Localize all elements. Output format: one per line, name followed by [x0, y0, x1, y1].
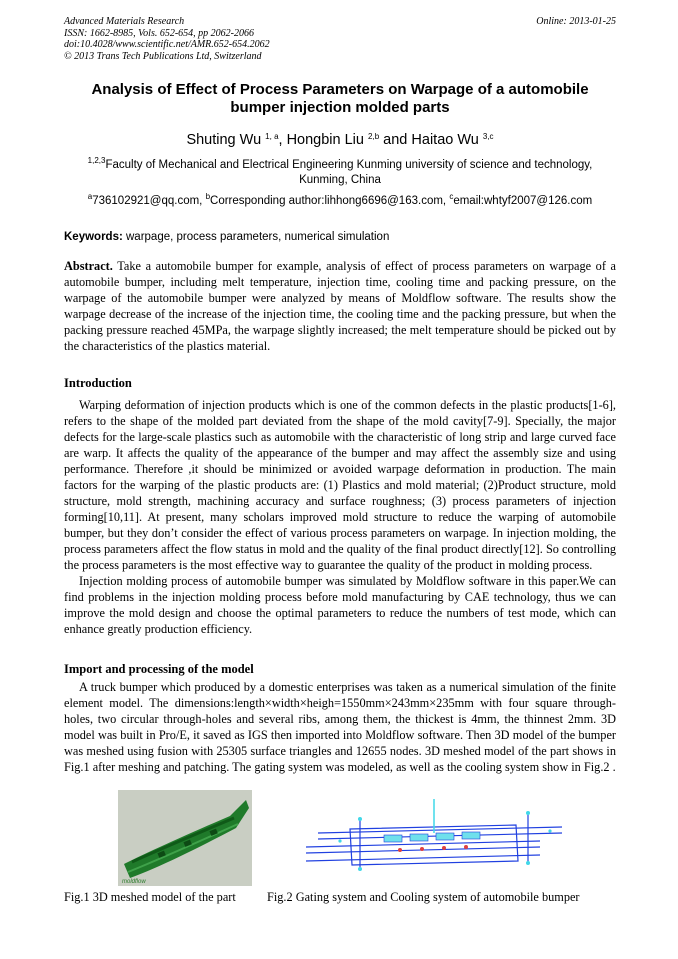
- author-name: Hongbin Liu: [286, 132, 364, 148]
- import-body: [64, 679, 616, 775]
- paper-title: Analysis of Effect of Process Parameters on Warpage of a automobile bumper injection molded parts: [91, 81, 589, 116]
- author-name: Haitao Wu: [411, 132, 479, 148]
- keywords-text: warpage, process parameters, numerical simulation: [126, 231, 390, 243]
- journal-name: Advanced Materials Research: [64, 16, 185, 27]
- abstract-text: Take a automobile bumper for example, analysis of effect of process parameters on warpage of a automobile bumper, including melt temperature, injection time, cooling time and packing pressure, on the warpage of the automobile bumper were analyzed by means of Moldflow software. The results show the warpage decrease of the increase of the injection time, the cooling time and the packing pressure, but when the packing pressure reached 45MPa, the warpage slightly increased; the melt temperature should be picked out by the characteristics of the plastics material.: [64, 259, 616, 353]
- email-sup: c: [449, 192, 454, 201]
- email-line: [64, 194, 616, 209]
- moldflow-logo: moldflow: [122, 879, 146, 885]
- keywords: [64, 230, 616, 245]
- issn-line: ISSN: 1662-8985, Vols. 652-654, pp 2062-2066: [64, 27, 254, 39]
- author-sup: 1, a: [265, 132, 279, 141]
- affiliation-sup: 1,2,3: [87, 156, 106, 165]
- affiliation-text: Faculty of Mechanical and Electrical Engineering Kunming university of science and technology, Kunming, China: [105, 159, 593, 186]
- section-heading-introduction: Introduction: [64, 376, 132, 390]
- author-sup: 2,b: [368, 132, 380, 141]
- cooling-system-render: [300, 795, 570, 883]
- author-name: Shuting Wu: [186, 132, 262, 148]
- abstract: [64, 258, 616, 354]
- author-sup: 3,c: [482, 132, 494, 141]
- email-sup: b: [205, 192, 211, 201]
- introduction-body: [64, 397, 616, 637]
- copyright-line: © 2013 Trans Tech Publications Ltd, Switzerland: [64, 50, 262, 62]
- keywords-label: Keywords:: [64, 231, 123, 243]
- paragraph: Warping deformation of injection products which is one of the common defects in the plastic products[1-6], refers to the shape of the molded part deviated from the shape of the mold cavity[7-9]. Specially, the major defects for the large-scale plastics such as automobile with the characteristic of long strip and large curved face are warp. It affects the quality of the appearance of the bumper and may affect the assembly size and using performance. Therefore ,it should be minimized or avoided warpage deformation in production. The main factors for the warping of the plastic products are: (1) Plastics and mold material; (2)Product structure, mold structure, mold strength, machining accuracy and surface roughness; (3) process parameters of injection forming[10,11]. At present, many scholars improved mold structure to reduce the warping of automobile bumper, but they don’t consider the effect of various process parameters on warpage. In injection molding, the process parameters affect the flow status in mold and the quality of the final product directly[12]. So controlling the process parameters is the most effective way to guarantee the quality of the product in molding process.: [64, 398, 616, 572]
- paragraph: Injection molding process of automobile bumper was simulated by Moldflow software in this paper.We can find problems in the injection molding process before mold manufacturing by CAE technology, thus we can improve the mold design and choose the optimal parameters to reduce the numbers of test mode, which can enhance greatly production efficiency.: [64, 574, 616, 636]
- doi-line: doi:10.4028/www.scientific.net/AMR.652-654.2062: [64, 39, 270, 50]
- figure-1-caption: Fig.1 3D meshed model of the part: [64, 890, 236, 904]
- figure-2-caption: Fig.2 Gating system and Cooling system of automobile bumper: [267, 890, 580, 904]
- figure-1-mesh-image: [118, 790, 252, 886]
- affiliation: [64, 158, 616, 188]
- online-date: Online: 2013-01-25: [536, 16, 616, 27]
- section-heading-import: Import and processing of the model: [64, 662, 254, 676]
- abstract-label: Abstract.: [64, 259, 113, 273]
- paragraph: A truck bumper which produced by a domestic enterprises was taken as a numerical simulation of the finite element model. The dimensions:length×width×heigh=1550mm×243mm×235mm with four square through-holes, two circular through-holes and several ribs, among them, the thickest is 4mm, the thinnest 2mm. 3D model was built in Pro/E, it saved as IGS then imported into Moldflow software. Then 3D model of the bumper was meshed using fusion with 25305 surface triangles and 12655 nodes. 3D meshed model of the part shows in Fig.1 after meshing and patching. The gating system was modeled, as well as the cooling system show in Fig.2 .: [64, 680, 616, 774]
- email-text: Corresponding author:lihhong6696@163.com,: [210, 195, 447, 207]
- figure-2-cooling-image: [300, 795, 570, 883]
- and-word: and: [383, 132, 408, 148]
- author-list: Shuting Wu $^{1, a}$, Hongbin Liu $^{2,b}$ and Haitao Wu $^{3,c}$: [186, 132, 494, 148]
- email-text: email:whtyf2007@126.com: [453, 195, 593, 207]
- email-text: 736102921@qq.com,: [92, 195, 203, 207]
- journal-header: [64, 16, 616, 62]
- bumper-mesh-render: [118, 790, 252, 886]
- email-sup: a: [87, 192, 93, 201]
